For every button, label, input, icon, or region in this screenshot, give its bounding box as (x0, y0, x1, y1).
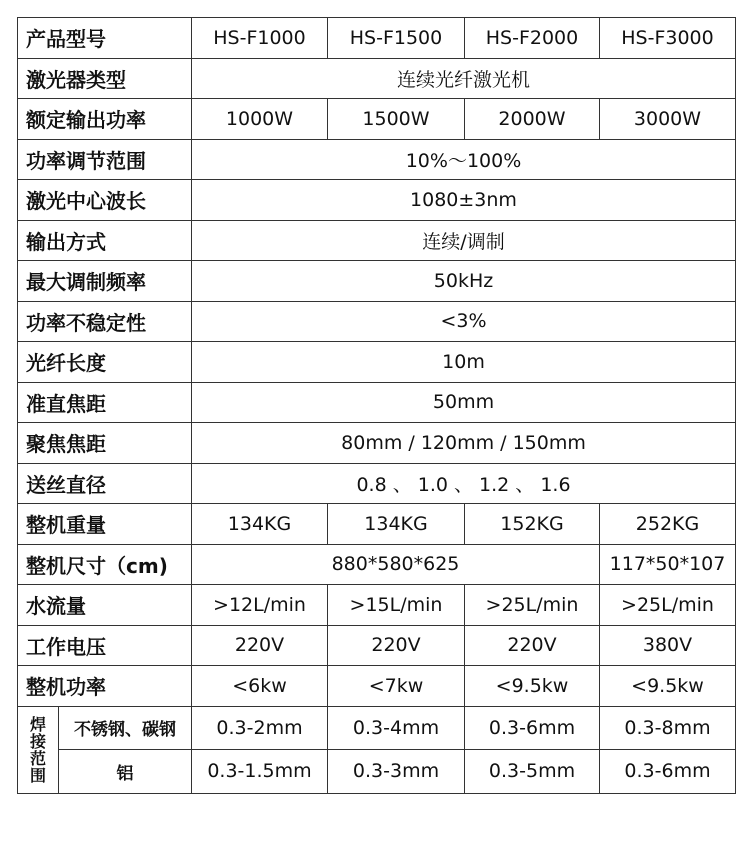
weld-aluminum-1: 0.3-1.5mm (192, 750, 328, 794)
rated-power-4: 3000W (600, 99, 736, 140)
row-power-range (18, 139, 736, 180)
wire-diameter-label: 送丝直径 (18, 463, 192, 504)
machine-power-label: 整机功率 (18, 666, 192, 707)
machine-power-4: <9.5kw (600, 666, 736, 707)
dimensions-value-b: 117*50*107 (600, 544, 736, 585)
model-2: HS-F1500 (328, 18, 465, 59)
model-1: HS-F1000 (192, 18, 328, 59)
laser-type-label: 激光器类型 (18, 58, 192, 99)
weld-aluminum-label: 铝 (59, 750, 192, 794)
model-label: 产品型号 (18, 18, 192, 59)
row-weight (18, 504, 736, 545)
output-mode-value: 连续/调制 (192, 220, 736, 261)
laser-type-value: 连续光纤激光机 (192, 58, 736, 99)
welding-range-text: 焊接范围 (29, 714, 46, 785)
row-laser-type (18, 58, 736, 99)
row-fiber-length (18, 342, 736, 383)
machine-power-1: <6kw (192, 666, 328, 707)
water-flow-4: >25L/min (600, 585, 736, 626)
row-water-flow (18, 585, 736, 626)
dimensions-label: 整机尺寸（cm) (18, 544, 192, 585)
weld-steel-3: 0.3-6mm (465, 706, 600, 750)
power-range-value: 10%～100% (192, 139, 736, 180)
voltage-4: 380V (600, 625, 736, 666)
voltage-3: 220V (465, 625, 600, 666)
fiber-length-value: 10m (192, 342, 736, 383)
welding-range-label (18, 706, 59, 793)
weld-steel-2: 0.3-4mm (328, 706, 465, 750)
weight-1: 134KG (192, 504, 328, 545)
wavelength-label: 激光中心波长 (18, 180, 192, 221)
row-power-instability (18, 301, 736, 342)
model-3: HS-F2000 (465, 18, 600, 59)
power-instability-value: <3% (192, 301, 736, 342)
water-flow-1: >12L/min (192, 585, 328, 626)
wire-diameter-value: 0.8 、 1.0 、 1.2 、 1.6 (192, 463, 736, 504)
machine-power-3: <9.5kw (465, 666, 600, 707)
wavelength-value: 1080±3nm (192, 180, 736, 221)
row-focusing-focal (18, 423, 736, 464)
voltage-2: 220V (328, 625, 465, 666)
row-wire-diameter (18, 463, 736, 504)
weight-label: 整机重量 (18, 504, 192, 545)
collimating-focal-value: 50mm (192, 382, 736, 423)
rated-power-1: 1000W (192, 99, 328, 140)
row-model (18, 18, 736, 59)
weld-aluminum-2: 0.3-3mm (328, 750, 465, 794)
weld-steel-label: 不锈钢、碳钢 (59, 706, 192, 750)
weld-aluminum-4: 0.3-6mm (600, 750, 736, 794)
weight-2: 134KG (328, 504, 465, 545)
weld-steel-1: 0.3-2mm (192, 706, 328, 750)
fiber-length-label: 光纤长度 (18, 342, 192, 383)
voltage-1: 220V (192, 625, 328, 666)
row-machine-power (18, 666, 736, 707)
power-range-label: 功率调节范围 (18, 139, 192, 180)
row-weld-aluminum (18, 750, 736, 794)
collimating-focal-label: 准直焦距 (18, 382, 192, 423)
dimensions-value-a: 880*580*625 (192, 544, 600, 585)
max-mod-freq-value: 50kHz (192, 261, 736, 302)
weld-aluminum-3: 0.3-5mm (465, 750, 600, 794)
water-flow-2: >15L/min (328, 585, 465, 626)
row-voltage (18, 625, 736, 666)
water-flow-3: >25L/min (465, 585, 600, 626)
max-mod-freq-label: 最大调制频率 (18, 261, 192, 302)
rated-power-3: 2000W (465, 99, 600, 140)
power-instability-label: 功率不稳定性 (18, 301, 192, 342)
row-dimensions (18, 544, 736, 585)
output-mode-label: 输出方式 (18, 220, 192, 261)
water-flow-label: 水流量 (18, 585, 192, 626)
row-weld-steel (18, 706, 736, 750)
model-4: HS-F3000 (600, 18, 736, 59)
focusing-focal-label: 聚焦焦距 (18, 423, 192, 464)
voltage-label: 工作电压 (18, 625, 192, 666)
row-max-mod-freq (18, 261, 736, 302)
weld-steel-4: 0.3-8mm (600, 706, 736, 750)
focusing-focal-value: 80mm / 120mm / 150mm (192, 423, 736, 464)
row-rated-power (18, 99, 736, 140)
rated-power-2: 1500W (328, 99, 465, 140)
row-output-mode (18, 220, 736, 261)
row-wavelength (18, 180, 736, 221)
rated-power-label: 额定输出功率 (18, 99, 192, 140)
row-collimating-focal (18, 382, 736, 423)
weight-3: 152KG (465, 504, 600, 545)
machine-power-2: <7kw (328, 666, 465, 707)
weight-4: 252KG (600, 504, 736, 545)
spec-table (17, 17, 736, 794)
